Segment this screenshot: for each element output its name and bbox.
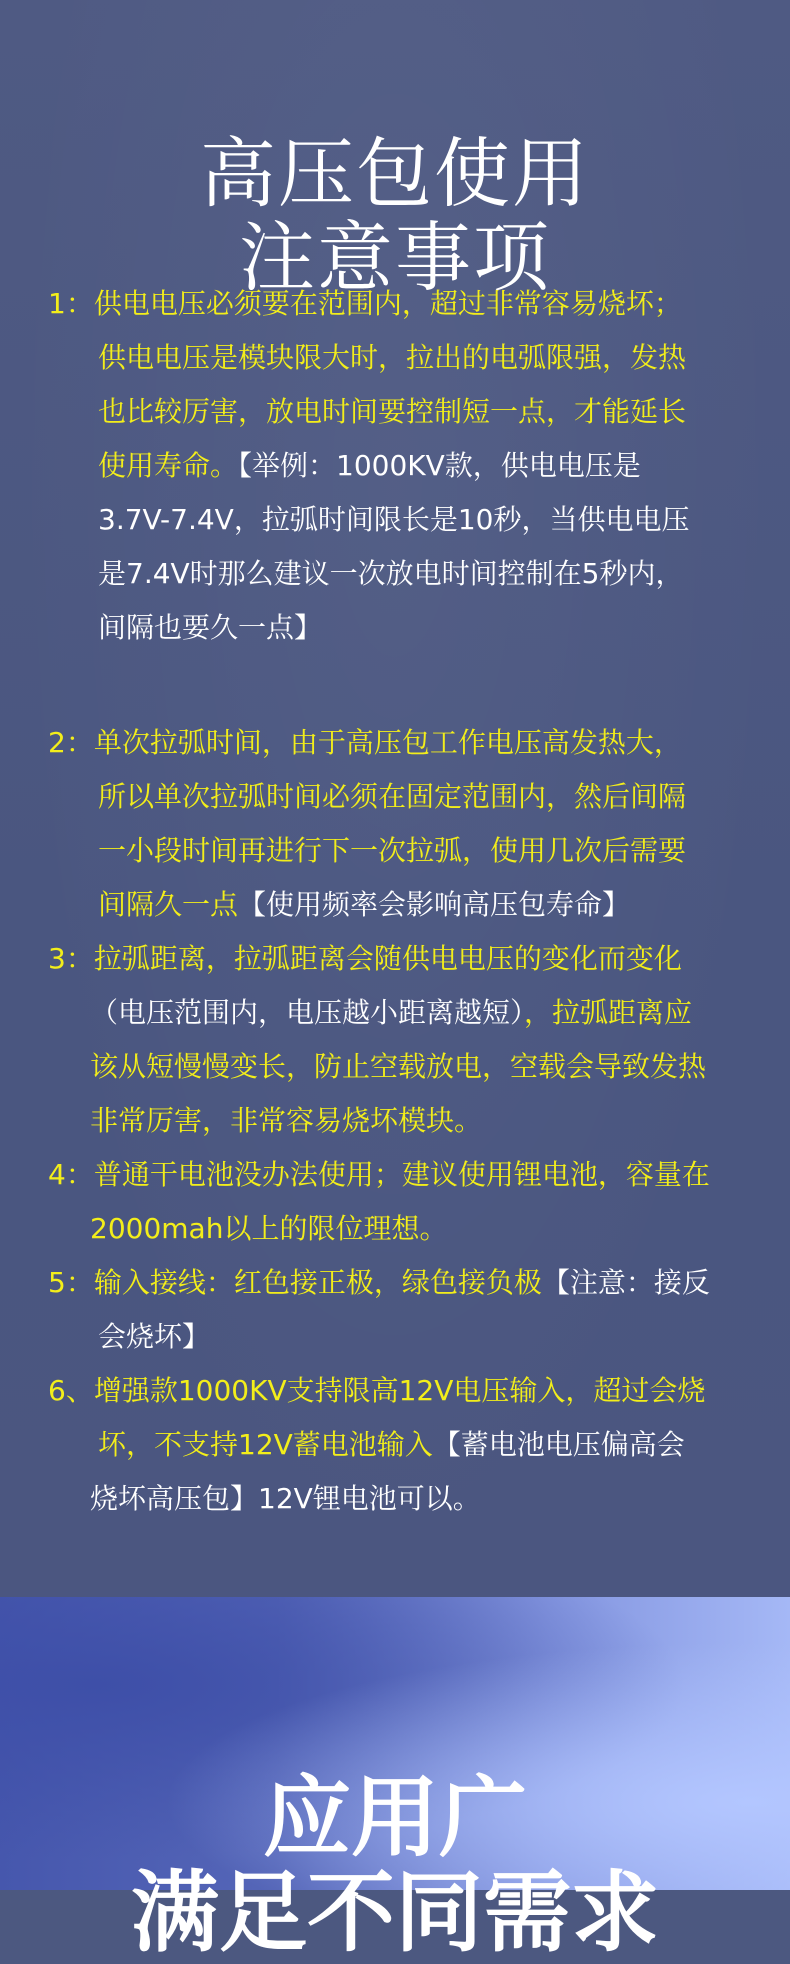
item-text: 间隔久一点 bbox=[98, 888, 239, 921]
notice-title-line1: 高压包使用 bbox=[200, 129, 590, 218]
application-title-line2: 满足不同需求 bbox=[130, 1861, 659, 1964]
item-text: 供电电压必须要在范围内，超过非常容易烧坏； bbox=[93, 287, 682, 320]
notice-title-line2: 注意事项 bbox=[239, 213, 551, 302]
item-note: 间隔也要久一点】 bbox=[98, 611, 323, 644]
item-text: 也比较厉害，放电时间要控制短一点，才能延长 bbox=[98, 395, 687, 428]
item-note: 烧坏高压包】12V锂电池可以。 bbox=[90, 1482, 481, 1515]
item-number: 5： bbox=[48, 1266, 94, 1299]
item-text: 拉弧距离，拉弧距离会随供电电压的变化而变化 bbox=[93, 942, 682, 975]
item-text: 供电电压是模块限大时，拉出的电弧限强，发热 bbox=[98, 341, 687, 374]
item-text: 坏，不支持12V蓄电池输入 bbox=[98, 1428, 433, 1461]
notice-item-6 bbox=[48, 1364, 768, 1526]
item-text: 非常厉害，非常容易烧坏模块。 bbox=[90, 1104, 483, 1137]
notice-item-1 bbox=[48, 277, 768, 655]
item-note: 【使用频率会影响高压包寿命】 bbox=[238, 888, 631, 921]
item-number: 1： bbox=[48, 287, 94, 320]
item-number: 6、 bbox=[48, 1374, 94, 1407]
item-note: 3.7V-7.4V，拉弧时间限长是10秒，当供电电压 bbox=[98, 503, 690, 536]
item-text: 一小段时间再进行下一次拉弧，使用几次后需要 bbox=[98, 834, 687, 867]
item-text: ，拉弧距离应 bbox=[524, 996, 693, 1029]
notice-item-4 bbox=[48, 1148, 768, 1256]
item-number: 4： bbox=[48, 1158, 94, 1191]
item-text: 使用寿命。 bbox=[98, 449, 239, 482]
item-number: 2： bbox=[48, 726, 94, 759]
item-note: 【举例：1000KV款，供电电压是 bbox=[238, 449, 641, 482]
item-text: 普通干电池没办法使用；建议使用锂电池，容量在 bbox=[93, 1158, 710, 1191]
item-text: 单次拉弧时间，由于高压包工作电压高发热大， bbox=[93, 726, 682, 759]
item-note: （电压范围内，电压越小距离越短） bbox=[90, 996, 525, 1029]
notice-item-2 bbox=[48, 716, 768, 932]
item-text: 该从短慢慢变长，防止空载放电，空载会导致发热 bbox=[90, 1050, 707, 1083]
item-text: 所以单次拉弧时间必须在固定范围内，然后间隔 bbox=[98, 780, 687, 813]
item-number: 3： bbox=[48, 942, 94, 975]
item-note: 会烧坏】 bbox=[98, 1320, 211, 1353]
item-note: 是7.4V时那么建议一次放电时间控制在5秒内， bbox=[98, 557, 684, 590]
item-text: 增强款1000KV支持限高12V电压输入，超过会烧 bbox=[93, 1374, 706, 1407]
application-title-line1: 应用广 bbox=[262, 1766, 527, 1869]
application-section bbox=[0, 1597, 790, 1964]
item-note: 【注意：接反 bbox=[541, 1266, 710, 1299]
item-text: 2000mah以上的限位理想。 bbox=[90, 1212, 448, 1245]
item-text: 输入接线：红色接正极，绿色接负极 bbox=[93, 1266, 542, 1299]
notice-item-5 bbox=[48, 1256, 768, 1364]
notice-item-3 bbox=[48, 932, 768, 1148]
item-note: 【蓄电池电压偏高会 bbox=[432, 1428, 685, 1461]
